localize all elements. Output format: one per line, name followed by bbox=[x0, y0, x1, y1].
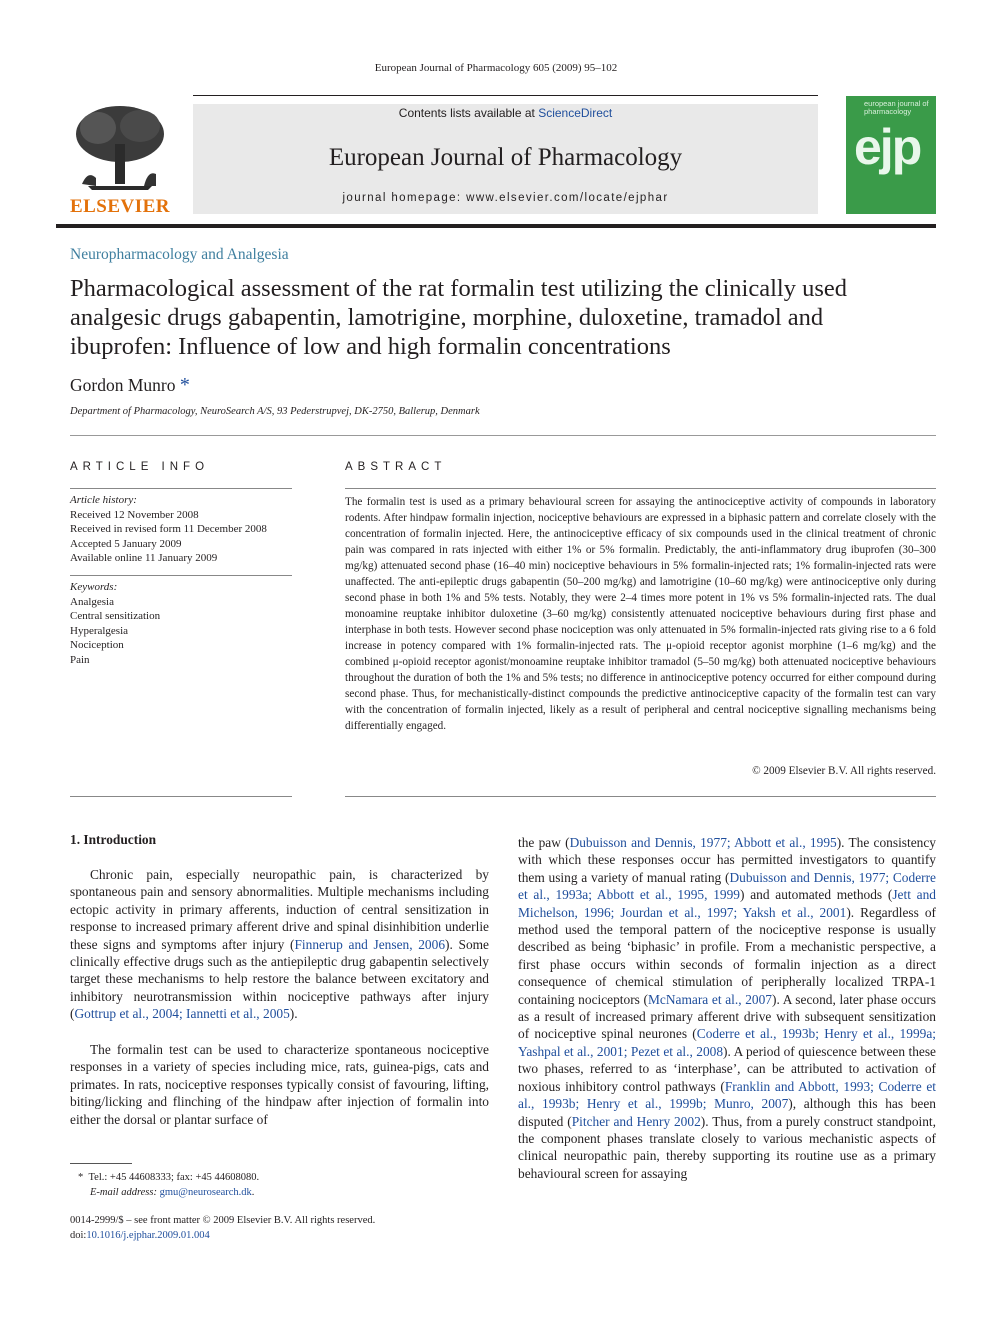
keyword-item: Hyperalgesia bbox=[70, 624, 129, 637]
history-received: Received 12 November 2008 bbox=[70, 508, 199, 521]
footnote-mark: * bbox=[78, 1172, 84, 1183]
author-name: Gordon Munro bbox=[70, 375, 176, 395]
running-header: European Journal of Pharmacology 605 (2009) 95–102 bbox=[374, 62, 618, 74]
intro-paragraph-2: The formalin test can be used to characterize spontaneous nociceptive responses in a variety of species including mice, rats, guinea-pigs, cats and primates. In rats, nociceptive responses typically consist of favouring, lifting, biting/licking and flinching of the hindpaw after injection of formalin into either the dorsal or plantar surface of bbox=[70, 1042, 489, 1127]
sciencedirect-link[interactable]: ScienceDirect bbox=[538, 106, 613, 120]
citation-link[interactable]: Dubuisson and Dennis, 1977; Coderre et al., 1993a; Abbott et al., 1995, 1999 bbox=[518, 869, 936, 903]
abstract-rule bbox=[345, 488, 936, 489]
history-revised: Received in revised form 11 December 2008 bbox=[70, 523, 267, 535]
banner-top-rule bbox=[193, 95, 818, 96]
journal-homepage[interactable]: journal homepage: www.elsevier.com/locate/ejphar bbox=[342, 192, 669, 204]
affiliation-rule bbox=[70, 435, 936, 436]
abstract-text: The formalin test is used as a primary behavioural screen for assaying the antinociceptive activity of compounds in laboratory rodents. After hindpaw formalin injection, nociceptive behaviours are expressed in a biphasic pattern and correlate closely with the concentration of formalin injected. Here, the antinociceptive efficacy of six compounds used in the clinical treatment of chronic pain was compared in rats injected with either 1% or 5% formalin. Predictably, the anti-inflammatory drug ibuprofen (30–300 mg/kg) attenuated second phase (16–40 min) nociceptive behaviours in 5% formalin-injected rats; 1% formalin-injected rats were unaffected. The anti-epileptic drugs gabapentin (50–200 mg/kg) and lamotrigine (10–60 mg/kg) were antinociceptive only during second phase in both 1% and 5% tests. Notably, they were 2–4 times more potent in 1% vs 5% formalin-injected rats. The dual monoamine reuptake inhibitor duloxetine (3–60 mg/kg) consistently attenuated nociceptive behaviours during first phase and interphase in both tests. However second phase nociception was only attenuated in 5% formalin-injected rats giving rise to a 6 fold increase in potency compared with 1% formalin-injected rats. The μ-opioid receptor agonist morphine (1–6 mg/kg) and the combined μ-opioid receptor agonist/monoamine reuptake inhibitor tramadol (5–50 mg/kg) both attenuated nociceptive behaviours throughout the duration of both the 1% and 5% tests; no difference in antinociceptive potency occurred for either compound during second phase. Thus, for mechanistically-distinct compounds the predictive antinociceptive capacity of the formalin test can vary with the concentration of formalin injected, likely as a result of peripheral and central nociceptive signalling mechanisms being differentially engaged. bbox=[345, 496, 936, 732]
header-bottom-rule bbox=[56, 224, 936, 228]
section-label: Neuropharmacology and Analgesia bbox=[70, 246, 289, 263]
intro-column-2 bbox=[518, 834, 936, 1182]
text-run: ). The consistency with which these responses occur has permitted investigators to quantify them using a variety of manual rating ( bbox=[518, 835, 936, 885]
text-run: ). A second, later phase occurs as a result of increased primary afferent drive with subsequent sensitization of nociceptive spinal neurones ( bbox=[518, 991, 936, 1042]
journal-title: European Journal of Pharmacology bbox=[328, 144, 683, 171]
keyword-item: Analgesia bbox=[70, 595, 114, 608]
abstract-copyright: © 2009 Elsevier B.V. All rights reserved. bbox=[752, 765, 936, 777]
journal-banner bbox=[193, 104, 818, 214]
keywords bbox=[70, 580, 292, 667]
text-run: ). Thus, from a purely construct standpoint, the component phases translate closely to various mechanistic aspects of clinical neuropathic pain, thereby supporting its routine use as a primary behavioural screen for assaying bbox=[518, 1113, 937, 1181]
citation-link[interactable]: Dubuisson and Dennis, 1977; Abbott et al., 1995 bbox=[569, 835, 837, 850]
email-link[interactable]: gmu@neurosearch.dk bbox=[159, 1187, 252, 1198]
citation-link[interactable]: Jett and Michelson, 1996; Jourdan et al., 1997; Yaksh et al., 2001 bbox=[518, 887, 937, 920]
text-run: ), although this has been disputed ( bbox=[518, 1096, 936, 1129]
author-footnote bbox=[70, 1170, 490, 1200]
elsevier-wordmark: ELSEVIER bbox=[69, 196, 171, 217]
history-accepted: Accepted 5 January 2009 bbox=[70, 537, 182, 550]
citation-link[interactable]: Franklin and Abbott, 1993; Coderre et al., 1993b; Henry et al., 1999b; Munro, 2007 bbox=[518, 1078, 936, 1112]
text-run: ). A period of quiescence between these two phases, referred to as ‘interphase’, can be attributed to activation of noxious inhibitory control pathways ( bbox=[518, 1043, 936, 1094]
contents-prefix: Contents lists available at bbox=[398, 106, 539, 120]
elsevier-logo[interactable] bbox=[68, 104, 172, 216]
history-label: Article history: bbox=[70, 494, 137, 506]
affiliation: Department of Pharmacology, NeuroSearch A/S, 93 Pederstrupvej, DK-2750, Ballerup, Denmark bbox=[70, 406, 480, 417]
citation-link[interactable]: Finnerup and Jensen, 2006 bbox=[294, 936, 446, 952]
keyword-item: Central sensitization bbox=[70, 610, 161, 622]
doi-label: doi: bbox=[70, 1229, 87, 1241]
text-run: the paw ( bbox=[518, 835, 570, 850]
citation-link[interactable]: Pitcher and Henry 2002 bbox=[571, 1113, 701, 1129]
text-run: ). Regardless of method used the temporal pattern of the nociceptive response is usually described as being ‘biphasic’ in profile. From a mechanistic perspective, a first phase occurs within seconds of formalin injection as a direct consequence of chemical stimulation of peripherally localized TRPA-1 containing nociceptors ( bbox=[518, 904, 936, 1007]
issn-line: 0014-2999/$ – see front matter © 2009 Elsevier B.V. All rights reserved. bbox=[70, 1215, 376, 1226]
contents-line bbox=[193, 106, 818, 120]
text-run: . bbox=[251, 1187, 255, 1198]
history-online: Available online 11 January 2009 bbox=[70, 552, 218, 564]
author-footnote-mark[interactable]: * bbox=[179, 374, 190, 396]
author-line bbox=[70, 374, 190, 397]
keyword-item: Nociception bbox=[70, 639, 124, 651]
citation-link[interactable]: McNamara et al., 2007 bbox=[648, 991, 772, 1007]
elsevier-tree-icon bbox=[68, 104, 172, 192]
front-matter bbox=[70, 1214, 375, 1243]
cover-journal-name: european journal of pharmacology bbox=[864, 99, 929, 116]
journal-cover-thumbnail[interactable] bbox=[846, 96, 936, 214]
text-run: ). bbox=[289, 1006, 298, 1022]
article-title: Pharmacological assessment of the rat formalin test utilizing the clinically used analgesic drugs gabapentin, lamotrigine, morphine, duloxetine, tramadol and ibuprofen: Influence of low and high formalin concentrations bbox=[70, 275, 847, 360]
keyword-item: Pain bbox=[70, 653, 90, 666]
intro-paragraph-1 bbox=[70, 866, 489, 1023]
footnote-phone: Tel.: +45 44608333; fax: +45 44608080. bbox=[88, 1172, 260, 1183]
abstract-bottom-rule bbox=[345, 796, 936, 797]
ejp-logo: ejp bbox=[854, 119, 921, 175]
introduction-heading: 1. Introduction bbox=[70, 832, 157, 847]
text-run: ). Some clinically effective drugs such as the antiepileptic drug gabapentin selectively target these mechanisms to help restore the balance between excitatory and inhibitory neurotransmission within nociceptive pathways after injury ( bbox=[70, 936, 489, 1022]
article-info-rule bbox=[70, 488, 292, 489]
info-bottom-rule bbox=[70, 796, 292, 797]
text-run: Chronic pain, especially neuropathic pain, is characterized by spontaneous pain and sensory abnormalities. Multiple mechanisms including ectopic activity in primary afferents, induction of central sensitization in response to increased primary afferent drive and spinal disinhibition underlie these signs and symptoms after injury ( bbox=[70, 867, 489, 952]
citation-link[interactable]: Gottrup et al., 2004; Iannetti et al., 2005 bbox=[74, 1006, 290, 1022]
article-history bbox=[70, 493, 292, 566]
abstract-heading: ABSTRACT bbox=[345, 461, 447, 473]
keywords-label: Keywords: bbox=[70, 581, 118, 593]
keywords-rule bbox=[70, 575, 292, 576]
email-label: E-mail address: bbox=[90, 1187, 157, 1198]
footnote-rule bbox=[70, 1163, 132, 1164]
text-run: ) and automated methods ( bbox=[740, 887, 893, 903]
doi-link[interactable]: 10.1016/j.ejphar.2009.01.004 bbox=[86, 1229, 210, 1241]
article-info-heading: ARTICLE INFO bbox=[70, 461, 210, 473]
citation-link[interactable]: Coderre et al., 1993b; Henry et al., 1999a; Yashpal et al., 2001; Pezet et al., 2008 bbox=[518, 1026, 937, 1059]
